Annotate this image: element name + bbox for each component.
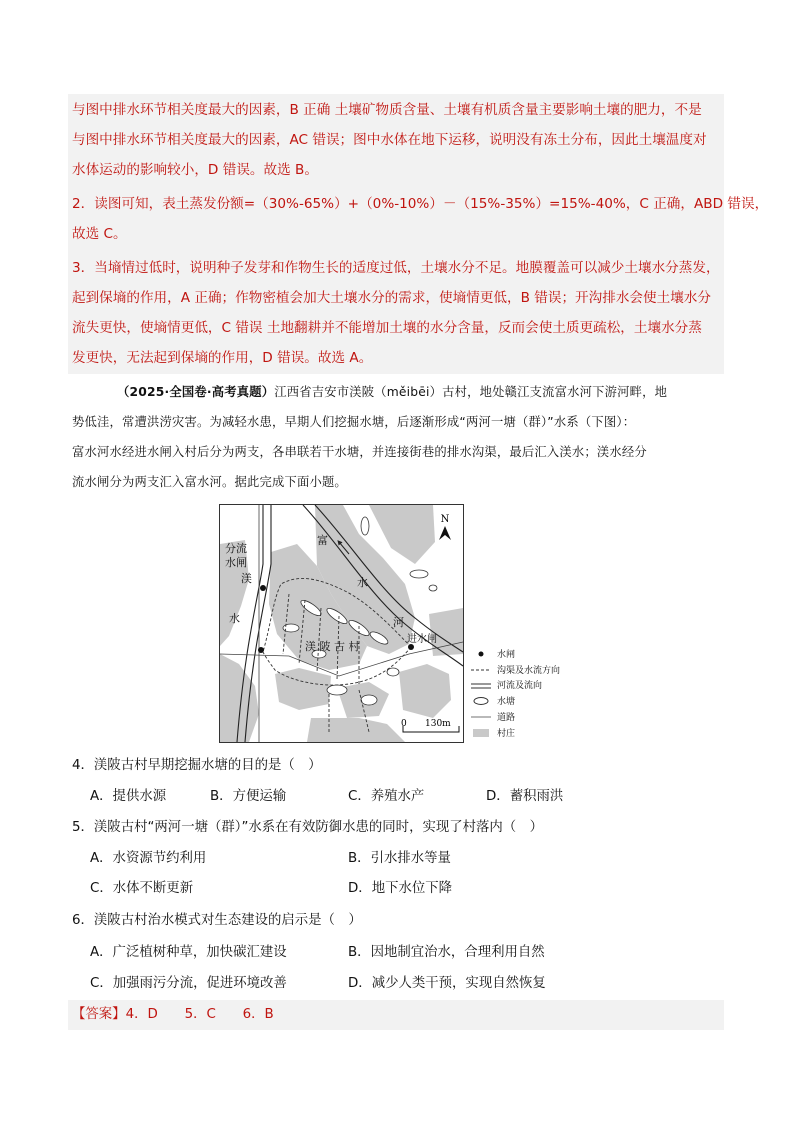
- question-4-option-c[interactable]: C．养殖水产: [348, 789, 425, 804]
- analysis-line: 起到保墒的作用，A 正确；作物密植会加大土壤水分的需求，使墒情更低，B 错误；开沟排水会使土壤水分: [72, 290, 711, 306]
- intro-line-1: （2025·全国卷·高考真题）江西省吉安市渼陂（měibēi）古村，地处赣江支流富水河下游河畔，地: [117, 385, 668, 399]
- question-5-option-c[interactable]: C．水体不断更新: [90, 881, 194, 896]
- answer-key-text: 4．D 5．C 6．B: [125, 1007, 274, 1022]
- question-6-option-a[interactable]: A．广泛植树种草，加快碳汇建设: [90, 945, 287, 960]
- map-legend: [471, 648, 560, 739]
- map-label: 水闸: [225, 556, 247, 569]
- question-6-option-c[interactable]: C．加强雨污分流，促进环境改善: [90, 976, 287, 991]
- legend-gate-icon: [479, 652, 484, 657]
- analysis-line: 3．当墒情过低时，说明种子发芽和作物生长的适度过低，土壤水分不足。地膜覆盖可以减少土壤水分蒸发，: [72, 260, 720, 276]
- water-system-map: [219, 504, 579, 744]
- analysis-line: 发更快，无法起到保墒的作用，D 错误。故选 A。: [72, 350, 373, 366]
- svg-text:水闸: 水闸: [497, 650, 516, 660]
- svg-text:水塘: 水塘: [497, 697, 516, 707]
- analysis-line: 与图中排水环节相关度最大的因素，AC 错误；图中水体在地下运移，说明没有冻土分布，因此土壤温度对: [72, 132, 707, 148]
- intro-line-2: 势低洼，常遭洪涝灾害。为减轻水患，早期人们挖掘水塘，后逐渐形成“两河一塘（群）”水系（下图）：: [72, 415, 636, 429]
- question-5-option-a[interactable]: A．水资源节约利用: [90, 851, 207, 866]
- question-4-stem: 4．渼陂古村早期挖掘水塘的目的是（ ）: [72, 758, 322, 773]
- svg-text:0: 0: [401, 719, 407, 729]
- question-5-stem: 5．渼陂古村“两河一塘（群）”水系在有效防御水患的同时，实现了村落内（ ）: [72, 820, 543, 835]
- question-6-stem: 6．渼陂古村治水模式对生态建设的启示是（ ）: [72, 913, 362, 928]
- map-label: 渼 陂 古 村: [305, 640, 360, 653]
- legend-river-icon: [471, 684, 491, 688]
- svg-text:村庄: 村庄: [497, 729, 516, 739]
- question-4-option-a[interactable]: A．提供水源: [90, 789, 167, 804]
- map-label: 水: [229, 612, 240, 625]
- map-label: 渼: [241, 572, 252, 585]
- svg-text:道路: 道路: [497, 713, 516, 723]
- question-5-option-d[interactable]: D．地下水位下降: [348, 881, 453, 896]
- map-label: 分流: [225, 542, 247, 555]
- map-label: 进水闸: [407, 634, 437, 645]
- map-label: 富: [317, 534, 328, 547]
- analysis-line: 故选 C。: [72, 226, 127, 242]
- question-6-option-b[interactable]: B．因地制宜治水，合理利用自然: [348, 945, 545, 960]
- analysis-line: 水体运动的影响较小，D 错误。故选 B。: [72, 162, 318, 178]
- answer-key: [72, 1006, 274, 1024]
- svg-text:沟渠及水流方向: 沟渠及水流方向: [497, 666, 561, 676]
- north-label: N: [440, 514, 450, 525]
- analysis-line: 流失更快，使墒情更低，C 错误 土地翻耕并不能增加土壤的水分含量，反而会使土质更疏松，土壤水分蒸: [72, 320, 702, 336]
- map-label: 水: [357, 576, 368, 589]
- legend-village-icon: [473, 729, 489, 737]
- analysis-line: 2．读图可知，表土蒸发份额=（30%-65%）+（0%-10%）－（15%-35%）=15%-40%，C 正确，ABD 错误，: [72, 196, 769, 212]
- map-label: 河: [393, 616, 404, 629]
- intro-line-4: 流水闸分为两支汇入富水河。据此完成下面小题。: [72, 475, 347, 489]
- question-5-option-b[interactable]: B．引水排水等量: [348, 851, 451, 866]
- svg-text:130m: 130m: [425, 719, 451, 729]
- source-tag: （2025·全国卷·高考真题）: [117, 385, 275, 399]
- question-4-option-d[interactable]: D．蓄积雨洪: [486, 789, 564, 804]
- intro-line-3: 富水河水经进水闸入村后分为两支，各串联若干水塘，并连接街巷的排水沟渠，最后汇入渼水；渼水经分: [72, 445, 647, 459]
- legend-pond-icon: [474, 698, 488, 705]
- answer-key-label: 【答案】: [72, 1007, 126, 1022]
- question-4-option-b[interactable]: B．方便运输: [210, 789, 287, 804]
- analysis-line: 与图中排水环节相关度最大的因素，B 正确 土壤矿物质含量、土壤有机质含量主要影响土壤的肥力，不是: [72, 102, 702, 118]
- svg-text:河流及流向: 河流及流向: [497, 681, 543, 691]
- question-6-option-d[interactable]: D．减少人类干预，实现自然恢复: [348, 976, 546, 991]
